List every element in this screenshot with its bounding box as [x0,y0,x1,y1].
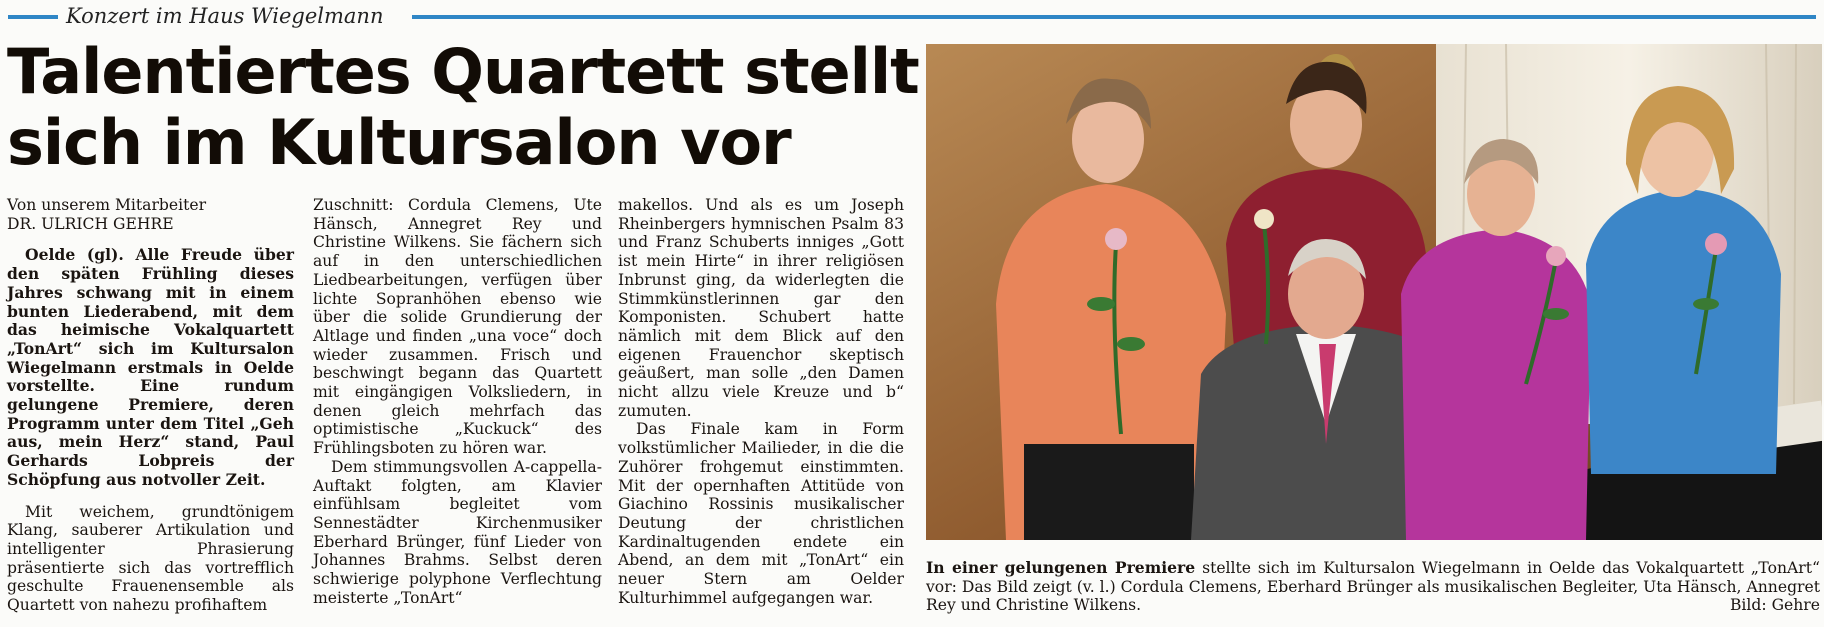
byline-author: DR. ULRICH GEHRE [7,214,174,233]
headline-line-1: Talentiertes Quartett stellt [7,35,919,108]
section-header [8,2,1816,30]
article-paragraph: makellos. Und als es um Joseph Rheinbergers hymnischen Psalm 83 und Franz Schuberts inniges „Gott ist mein Hirte“ in ihrer religiösen Inbrunst ging, da widerlegten die Stimmkünstlerinnen gar den Komponisten. Schubert hatte nämlich mit dem Blick auf den eigenen Frauenchor skeptisch geäußert, man solle „den Damen nicht allzu viele Kreuze und b“ zumuten. [618,196,904,420]
article-lead: Oelde (gl). Alle Freude über den späten Frühling dieses Jahres schwang mit in einem bunten Liederabend, mit dem das heimische Vokalquartett „TonArt“ sich im Kultursalon Wiegelmann erstmals in Oelde vorstellte. Eine rundum gelungene Premiere, deren Programm unter dem Titel „Geh aus, mein Herz“ stand, Paul Gerhards Lobpreis der Schöpfung aus notvoller Zeit. [7,245,294,489]
header-rule-right [412,15,1816,19]
headline-line-2: sich im Kultursalon vor [7,106,791,179]
article-column-3 [618,196,904,607]
header-rule-left [8,15,58,19]
kicker: Konzert im Haus Wiegelmann [66,4,384,28]
byline [7,196,294,233]
caption-text: stellte sich im Kultursalon Wiegelmann in Oelde das Vokalquartett „TonArt“ vor: Das Bild zeigt (v. l.) Cordula Clemens, Eberhard Brünger als musikalischen Begleiter, Uta Hänsch, Annegret Rey und Christine Wilkens. [926,559,1820,615]
byline-intro: Von unserem Mitarbeiter [7,196,207,214]
caption-lead: In einer gelungenen Premiere [926,558,1196,577]
article-column-2 [313,196,602,607]
article-paragraph: Dem stimmungsvollen A-cappella-Auftakt folgten, am Klavier einfühlsam begleitet vom Sennestädter Kirchenmusiker Eberhard Brünger, fünf Lieder von Johannes Brahms. Selbst deren schwierige polyphone Verflechtung meisterte „TonArt“ [313,457,602,607]
headline [7,35,919,179]
article-photo [926,44,1822,540]
article-paragraph: Das Finale kam in Form volkstümlicher Mailieder, in die die Zuhörer frohgemut einstimmten. Mit der opernhaften Attitüde von Giachino Rossinis musikalischer Deutung der christlichen Kardinaltugenden endete ein Abend, an dem mit „TonArt“ ein neuer Stern am Oelder Kulturhimmel aufgegangen war. [618,420,904,607]
photo-credit: Bild: Gehre [1729,596,1820,615]
article-paragraph: Mit weichem, grundtönigem Klang, sauberer Artikulation und intelligenter Phrasierung präsentierte sich das vortrefflich geschulte Frauenensemble als Quartett von nahezu profihaftem [7,502,294,615]
article-column-1 [7,196,294,615]
article-paragraph: Zuschnitt: Cordula Clemens, Ute Hänsch, Annegret Rey und Christine Wilkens. Sie fächern sich auf in den unterschiedlichen Liedbearbeitungen, verfügen über lichte Sopranhöhen ebenso wie über die solide Grundierung der Altlage und finden „una voce“ doch wieder zusammen. Frisch und beschwingt begann das Quartett mit eingängigen Volksliedern, in denen gleich mehrfach das optimistische „Kuckuck“ des Frühlingsboten zu hören war. [313,196,602,458]
photo-caption [926,559,1820,615]
